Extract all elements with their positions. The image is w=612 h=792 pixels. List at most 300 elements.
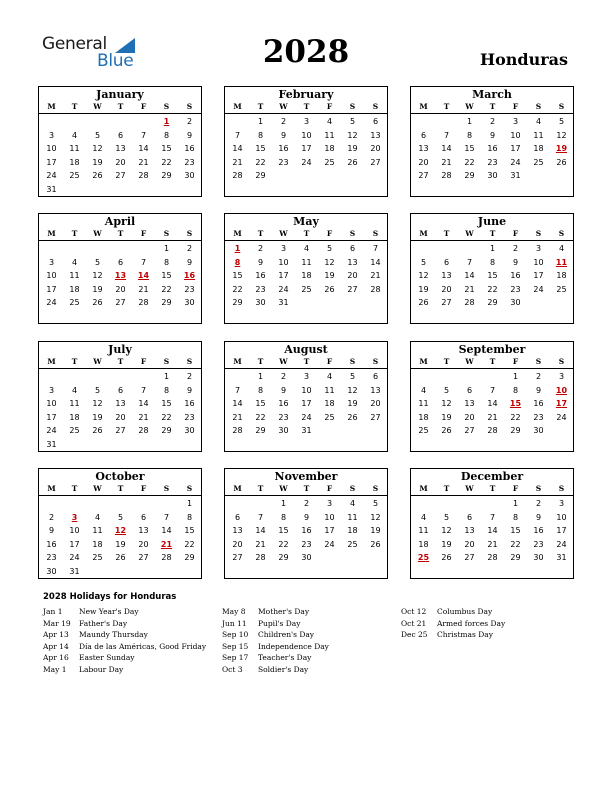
month-title: June bbox=[477, 215, 507, 228]
day-cell: 24 bbox=[46, 171, 57, 181]
day-cell: 14 bbox=[232, 399, 243, 409]
day-cell: 31 bbox=[556, 553, 567, 563]
day-cell: 19 bbox=[92, 157, 103, 167]
day-cell: 20 bbox=[138, 539, 149, 549]
day-cell: 16 bbox=[255, 271, 266, 281]
weekday-label: T bbox=[257, 229, 264, 238]
weekday-label: T bbox=[117, 357, 124, 366]
day-cell: 31 bbox=[46, 440, 57, 449]
day-cell: 17 bbox=[46, 157, 57, 167]
day-cell: 13 bbox=[441, 271, 452, 281]
weekday-label: S bbox=[186, 484, 193, 493]
day-cell: 7 bbox=[466, 257, 473, 267]
day-cell: 24 bbox=[556, 412, 567, 422]
day-cell: 17 bbox=[278, 271, 289, 281]
day-cell: 1 bbox=[257, 117, 264, 126]
day-cell: 3 bbox=[48, 257, 55, 267]
day-cell: 14 bbox=[464, 271, 475, 281]
day-cell: 15 bbox=[161, 144, 172, 154]
day-cell: 11 bbox=[301, 257, 312, 267]
month-september bbox=[410, 341, 574, 452]
day-cell: 19 bbox=[92, 412, 103, 422]
day-cell: 9 bbox=[186, 257, 193, 267]
day-cell: 24 bbox=[510, 157, 521, 167]
weekday-label: S bbox=[163, 484, 170, 493]
holiday-name: Armed forces Day bbox=[437, 618, 506, 628]
day-cell: 28 bbox=[161, 553, 172, 563]
day-cell: 12 bbox=[92, 271, 103, 281]
day-cell: 29 bbox=[161, 171, 172, 181]
day-cell: 7 bbox=[443, 130, 450, 140]
weekday-label: T bbox=[443, 229, 450, 238]
day-cell: 29 bbox=[255, 171, 266, 181]
day-cell: 22 bbox=[464, 157, 475, 167]
holiday-date: Jun 11 bbox=[222, 618, 247, 628]
day-cell: 28 bbox=[441, 171, 452, 181]
holiday-date: Apr 14 bbox=[43, 641, 69, 651]
day-cell: 2 bbox=[186, 117, 193, 126]
day-cell: 21 bbox=[464, 284, 475, 294]
day-cell: 30 bbox=[184, 298, 195, 308]
day-cell: 15 bbox=[232, 271, 243, 281]
weekday-label: T bbox=[117, 102, 124, 111]
day-cell: 12 bbox=[324, 257, 335, 267]
holiday-name: Children's Day bbox=[258, 630, 315, 639]
day-cell: 7 bbox=[234, 385, 241, 395]
day-cell: 20 bbox=[232, 539, 243, 549]
day-cell: 19 bbox=[347, 144, 358, 154]
day-cell: 29 bbox=[161, 298, 172, 308]
day-cell: 29 bbox=[510, 553, 521, 563]
day-cell: 6 bbox=[420, 130, 427, 140]
weekday-label: T bbox=[489, 102, 496, 111]
month-october bbox=[38, 468, 202, 579]
day-grid bbox=[411, 242, 575, 322]
day-cell: 7 bbox=[140, 130, 147, 140]
day-cell: 8 bbox=[512, 512, 519, 522]
day-cell: 6 bbox=[443, 257, 450, 267]
month-title: January bbox=[96, 88, 144, 101]
day-cell: 29 bbox=[184, 553, 195, 563]
holiday-name: New Year's Day bbox=[79, 607, 139, 616]
day-cell: 2 bbox=[257, 244, 264, 253]
weekday-label: T bbox=[303, 484, 310, 493]
day-cell: 4 bbox=[535, 117, 542, 126]
day-cell: 12 bbox=[92, 399, 103, 409]
day-cell: 28 bbox=[138, 171, 149, 181]
weekday-label: T bbox=[117, 229, 124, 238]
day-cell: 11 bbox=[69, 399, 80, 409]
day-cell: 27 bbox=[138, 553, 149, 563]
day-cell: 7 bbox=[489, 385, 496, 395]
day-cell: 13 bbox=[138, 526, 149, 536]
holiday-name: Labour Day bbox=[79, 664, 124, 674]
day-cell: 26 bbox=[92, 298, 103, 308]
day-cell: 8 bbox=[257, 385, 264, 395]
holiday-day-cell: 16 bbox=[183, 271, 196, 281]
day-cell: 24 bbox=[533, 284, 544, 294]
weekday-label: T bbox=[117, 484, 124, 493]
day-cell: 23 bbox=[278, 412, 289, 422]
weekday-label: W bbox=[465, 229, 474, 238]
day-cell: 28 bbox=[464, 298, 475, 308]
weekday-header bbox=[225, 229, 387, 241]
weekday-label: F bbox=[512, 229, 519, 238]
day-cell: 20 bbox=[464, 539, 475, 549]
day-cell: 2 bbox=[48, 512, 55, 522]
month-title: March bbox=[472, 88, 512, 101]
weekday-label: S bbox=[372, 357, 379, 366]
day-cell: 4 bbox=[71, 385, 78, 395]
day-cell: 11 bbox=[324, 385, 335, 395]
day-cell: 31 bbox=[69, 567, 80, 576]
day-cell: 26 bbox=[441, 426, 452, 436]
day-cell: 22 bbox=[232, 284, 243, 294]
month-title: May bbox=[293, 215, 319, 228]
day-cell: 14 bbox=[255, 526, 266, 536]
day-cell: 21 bbox=[255, 539, 266, 549]
day-cell: 3 bbox=[48, 385, 55, 395]
day-cell: 28 bbox=[370, 284, 381, 294]
day-cell: 27 bbox=[370, 157, 381, 167]
weekday-label: S bbox=[535, 357, 542, 366]
day-cell: 23 bbox=[255, 284, 266, 294]
day-cell: 8 bbox=[186, 512, 193, 522]
day-cell: 25 bbox=[69, 298, 80, 308]
day-cell: 12 bbox=[370, 512, 381, 522]
day-cell: 10 bbox=[324, 512, 335, 522]
day-cell: 17 bbox=[69, 539, 80, 549]
weekday-label: T bbox=[489, 229, 496, 238]
month-title: November bbox=[274, 470, 338, 483]
day-cell: 9 bbox=[257, 257, 264, 267]
holiday-day-cell: 3 bbox=[71, 512, 78, 522]
holiday-date: Apr 13 bbox=[43, 630, 69, 639]
day-cell: 26 bbox=[370, 539, 381, 549]
weekday-label: S bbox=[163, 102, 170, 111]
day-cell: 18 bbox=[418, 539, 429, 549]
day-cell: 3 bbox=[558, 372, 565, 381]
weekday-label: M bbox=[419, 102, 428, 111]
day-cell: 1 bbox=[280, 499, 287, 508]
weekday-label: W bbox=[93, 484, 102, 493]
weekday-label: S bbox=[372, 229, 379, 238]
day-cell: 18 bbox=[533, 144, 544, 154]
day-cell: 12 bbox=[418, 271, 429, 281]
day-cell: 10 bbox=[301, 130, 312, 140]
day-cell: 11 bbox=[69, 144, 80, 154]
day-grid bbox=[39, 370, 203, 450]
day-cell: 1 bbox=[163, 244, 170, 253]
day-cell: 23 bbox=[278, 157, 289, 167]
day-cell: 23 bbox=[184, 157, 195, 167]
day-cell: 4 bbox=[303, 244, 310, 253]
day-cell: 7 bbox=[140, 385, 147, 395]
weekday-label: T bbox=[257, 102, 264, 111]
day-cell: 14 bbox=[370, 257, 381, 267]
day-cell: 9 bbox=[280, 130, 287, 140]
holidays-title: 2028 Holidays for Honduras bbox=[43, 592, 177, 602]
day-cell: 3 bbox=[303, 117, 310, 126]
day-cell: 3 bbox=[326, 499, 333, 508]
day-cell: 8 bbox=[489, 257, 496, 267]
day-cell: 11 bbox=[92, 526, 103, 536]
holiday-day-cell: 11 bbox=[555, 257, 568, 267]
weekday-label: F bbox=[512, 102, 519, 111]
day-cell: 12 bbox=[556, 130, 567, 140]
weekday-header bbox=[39, 229, 201, 241]
day-cell: 13 bbox=[370, 385, 381, 395]
day-cell: 17 bbox=[556, 526, 567, 536]
holiday-name: Maundy Thursday bbox=[79, 630, 148, 639]
weekday-label: F bbox=[140, 484, 147, 493]
day-cell: 14 bbox=[487, 526, 498, 536]
weekday-label: F bbox=[326, 102, 333, 111]
month-title: July bbox=[108, 343, 132, 356]
day-cell: 29 bbox=[255, 426, 266, 436]
weekday-label: F bbox=[140, 229, 147, 238]
day-cell: 27 bbox=[441, 298, 452, 308]
day-cell: 1 bbox=[489, 244, 496, 253]
day-cell: 15 bbox=[464, 144, 475, 154]
day-cell: 15 bbox=[184, 526, 195, 536]
day-cell: 25 bbox=[418, 426, 429, 436]
day-cell: 15 bbox=[487, 271, 498, 281]
day-cell: 6 bbox=[466, 512, 473, 522]
day-cell: 24 bbox=[69, 553, 80, 563]
weekday-label: W bbox=[93, 102, 102, 111]
day-cell: 22 bbox=[510, 412, 521, 422]
month-title: October bbox=[95, 470, 145, 483]
day-cell: 10 bbox=[46, 271, 57, 281]
day-grid bbox=[225, 242, 389, 322]
day-cell: 5 bbox=[443, 385, 450, 395]
day-cell: 29 bbox=[464, 171, 475, 181]
month-may bbox=[224, 213, 388, 324]
day-cell: 23 bbox=[533, 412, 544, 422]
day-cell: 14 bbox=[232, 144, 243, 154]
month-july bbox=[38, 341, 202, 452]
day-cell: 14 bbox=[487, 399, 498, 409]
day-cell: 7 bbox=[234, 130, 241, 140]
day-cell: 8 bbox=[163, 130, 170, 140]
day-cell: 10 bbox=[556, 512, 567, 522]
day-grid bbox=[225, 115, 389, 195]
month-title: August bbox=[284, 343, 328, 356]
day-cell: 12 bbox=[347, 130, 358, 140]
day-grid bbox=[411, 115, 575, 195]
day-cell: 31 bbox=[278, 298, 289, 308]
weekday-label: S bbox=[372, 484, 379, 493]
country-name: Honduras bbox=[479, 50, 568, 69]
weekday-label: W bbox=[93, 357, 102, 366]
day-cell: 13 bbox=[464, 399, 475, 409]
holiday-name: Father's Day bbox=[79, 618, 128, 628]
day-cell: 6 bbox=[234, 512, 241, 522]
holiday-name: Soldier's Day bbox=[258, 664, 309, 674]
holiday-day-cell: 1 bbox=[234, 244, 241, 253]
day-cell: 23 bbox=[487, 157, 498, 167]
day-cell: 27 bbox=[464, 426, 475, 436]
day-cell: 22 bbox=[510, 539, 521, 549]
weekday-label: T bbox=[71, 484, 78, 493]
day-cell: 9 bbox=[512, 257, 519, 267]
day-cell: 6 bbox=[349, 244, 356, 253]
day-cell: 29 bbox=[278, 553, 289, 563]
day-cell: 27 bbox=[115, 298, 126, 308]
day-cell: 21 bbox=[441, 157, 452, 167]
day-cell: 15 bbox=[510, 526, 521, 536]
holiday-date: Oct 21 bbox=[401, 618, 427, 628]
weekday-label: T bbox=[257, 357, 264, 366]
day-cell: 16 bbox=[46, 539, 57, 549]
weekday-label: T bbox=[257, 484, 264, 493]
day-cell: 14 bbox=[138, 399, 149, 409]
day-cell: 13 bbox=[115, 144, 126, 154]
weekday-header bbox=[411, 229, 573, 241]
day-cell: 17 bbox=[510, 144, 521, 154]
weekday-label: M bbox=[419, 484, 428, 493]
day-cell: 24 bbox=[324, 539, 335, 549]
day-cell: 10 bbox=[46, 144, 57, 154]
month-june bbox=[410, 213, 574, 324]
day-cell: 19 bbox=[92, 284, 103, 294]
day-cell: 13 bbox=[464, 526, 475, 536]
day-cell: 2 bbox=[303, 499, 310, 508]
holiday-day-cell: 21 bbox=[160, 539, 173, 549]
weekday-label: T bbox=[303, 357, 310, 366]
day-cell: 7 bbox=[489, 512, 496, 522]
day-cell: 5 bbox=[349, 117, 356, 126]
weekday-label: S bbox=[558, 102, 565, 111]
holiday-day-cell: 12 bbox=[114, 526, 127, 536]
day-cell: 24 bbox=[46, 426, 57, 436]
day-cell: 27 bbox=[115, 426, 126, 436]
day-cell: 27 bbox=[370, 412, 381, 422]
day-cell: 12 bbox=[441, 526, 452, 536]
weekday-header bbox=[411, 102, 573, 114]
holiday-day-cell: 15 bbox=[509, 399, 522, 409]
weekday-label: T bbox=[489, 484, 496, 493]
day-cell: 20 bbox=[441, 284, 452, 294]
day-cell: 14 bbox=[441, 144, 452, 154]
day-cell: 5 bbox=[94, 257, 101, 267]
day-cell: 28 bbox=[255, 553, 266, 563]
weekday-label: M bbox=[419, 229, 428, 238]
weekday-label: S bbox=[349, 102, 356, 111]
holiday-day-cell: 1 bbox=[163, 117, 170, 126]
day-cell: 9 bbox=[535, 512, 542, 522]
day-cell: 28 bbox=[232, 171, 243, 181]
day-cell: 26 bbox=[92, 171, 103, 181]
day-cell: 8 bbox=[280, 512, 287, 522]
weekday-label: M bbox=[233, 229, 242, 238]
day-cell: 5 bbox=[94, 130, 101, 140]
day-cell: 21 bbox=[138, 284, 149, 294]
holiday-date: Sep 15 bbox=[222, 641, 249, 651]
day-cell: 23 bbox=[510, 284, 521, 294]
day-cell: 31 bbox=[301, 426, 312, 436]
weekday-label: F bbox=[512, 357, 519, 366]
day-cell: 4 bbox=[420, 512, 427, 522]
day-cell: 20 bbox=[464, 412, 475, 422]
day-cell: 9 bbox=[48, 526, 55, 536]
day-cell: 12 bbox=[92, 144, 103, 154]
day-grid bbox=[225, 497, 389, 577]
day-cell: 2 bbox=[489, 117, 496, 126]
day-cell: 18 bbox=[69, 412, 80, 422]
weekday-label: T bbox=[71, 102, 78, 111]
holiday-name: Día de las Américas, Good Friday bbox=[79, 641, 207, 651]
day-cell: 25 bbox=[347, 539, 358, 549]
holiday-day-cell: 19 bbox=[555, 144, 568, 154]
holiday-day-cell: 25 bbox=[417, 553, 430, 563]
day-cell: 8 bbox=[163, 385, 170, 395]
day-cell: 3 bbox=[303, 372, 310, 381]
day-cell: 6 bbox=[140, 512, 147, 522]
day-cell: 16 bbox=[184, 144, 195, 154]
day-cell: 6 bbox=[117, 130, 124, 140]
day-cell: 4 bbox=[326, 372, 333, 381]
weekday-label: M bbox=[233, 102, 242, 111]
weekday-header bbox=[225, 357, 387, 369]
day-cell: 30 bbox=[278, 426, 289, 436]
day-cell: 15 bbox=[255, 144, 266, 154]
day-cell: 5 bbox=[117, 512, 124, 522]
weekday-header bbox=[411, 357, 573, 369]
day-cell: 24 bbox=[46, 298, 57, 308]
day-cell: 18 bbox=[556, 271, 567, 281]
day-cell: 20 bbox=[418, 157, 429, 167]
day-cell: 2 bbox=[535, 499, 542, 508]
day-cell: 16 bbox=[278, 399, 289, 409]
day-cell: 13 bbox=[232, 526, 243, 536]
day-cell: 25 bbox=[533, 157, 544, 167]
month-title: February bbox=[278, 88, 334, 101]
weekday-label: F bbox=[140, 102, 147, 111]
day-cell: 2 bbox=[186, 244, 193, 253]
day-cell: 6 bbox=[117, 385, 124, 395]
day-cell: 20 bbox=[370, 144, 381, 154]
day-cell: 3 bbox=[512, 117, 519, 126]
weekday-header bbox=[39, 102, 201, 114]
day-cell: 25 bbox=[69, 171, 80, 181]
weekday-label: W bbox=[279, 357, 288, 366]
day-cell: 8 bbox=[466, 130, 473, 140]
day-cell: 9 bbox=[186, 385, 193, 395]
day-cell: 18 bbox=[92, 539, 103, 549]
day-cell: 8 bbox=[512, 385, 519, 395]
day-cell: 1 bbox=[512, 499, 519, 508]
day-cell: 30 bbox=[184, 171, 195, 181]
day-cell: 30 bbox=[533, 553, 544, 563]
weekday-label: S bbox=[163, 357, 170, 366]
day-cell: 17 bbox=[301, 399, 312, 409]
day-cell: 17 bbox=[324, 526, 335, 536]
day-cell: 5 bbox=[372, 499, 379, 508]
day-cell: 30 bbox=[184, 426, 195, 436]
day-cell: 5 bbox=[94, 385, 101, 395]
day-cell: 23 bbox=[533, 539, 544, 549]
day-cell: 24 bbox=[556, 539, 567, 549]
weekday-label: M bbox=[233, 357, 242, 366]
day-cell: 20 bbox=[115, 412, 126, 422]
weekday-label: M bbox=[47, 484, 56, 493]
day-cell: 15 bbox=[161, 271, 172, 281]
day-cell: 9 bbox=[280, 385, 287, 395]
day-cell: 4 bbox=[349, 499, 356, 508]
weekday-header bbox=[39, 357, 201, 369]
